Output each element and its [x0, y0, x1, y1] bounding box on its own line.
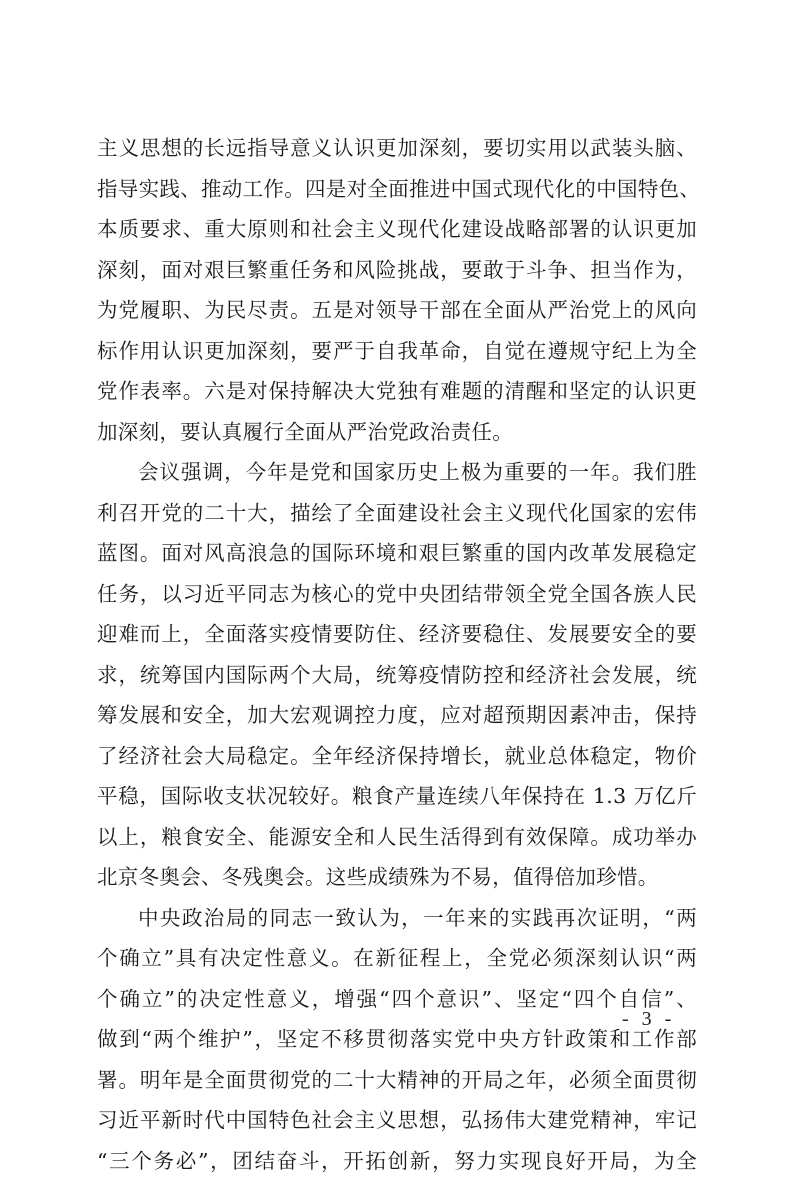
paragraph-end-line: 加深刻，要认真履行全面从严治党政治责任。: [97, 412, 697, 453]
text-line: 深刻，面对艰巨繁重任务和风险挑战，要敢于斗争、担当作为，: [97, 250, 697, 291]
text-line: 个确立”具有决定性意义。在新征程上，全党必须深刻认识“两: [97, 938, 697, 979]
text-line: 求，统筹国内国际两个大局，统筹疫情防控和经济社会发展，统: [97, 655, 697, 696]
text-line: 主义思想的长远指导意义认识更加深刻，要切实用以武装头脑、: [97, 128, 697, 169]
text-line: 为党履职、为民尽责。五是对领导干部在全面从严治党上的风向: [97, 290, 697, 331]
page-number: - 3 -: [622, 1008, 675, 1031]
text-line: 筹发展和安全，加大宏观调控力度，应对超预期因素冲击，保持: [97, 695, 697, 736]
text-line: 个确立”的决定性意义，增强“四个意识”、坚定“四个自信”、: [97, 979, 697, 1020]
paragraph-end-line: 北京冬奥会、冬残奥会。这些成绩殊为不易，值得倍加珍惜。: [97, 857, 697, 898]
text-line: 以上，粮食安全、能源安全和人民生活得到有效保障。成功举办: [97, 817, 697, 858]
text-line: 平稳，国际收支状况较好。粮食产量连续八年保持在 1.3 万亿斤: [97, 776, 697, 817]
body-text: [97, 128, 697, 1181]
text-line: 做到“两个维护”，坚定不移贯彻落实党中央方针政策和工作部: [97, 1019, 697, 1060]
text-line: 本质要求、重大原则和社会主义现代化建设战略部署的认识更加: [97, 209, 697, 250]
text-line: 习近平新时代中国特色社会主义思想，弘扬伟大建党精神，牢记: [97, 1100, 697, 1141]
text-line: 党作表率。六是对保持解决大党独有难题的清醒和坚定的认识更: [97, 371, 697, 412]
text-line: 利召开党的二十大，描绘了全面建设社会主义现代化国家的宏伟: [97, 493, 697, 534]
paragraph-first-line: 会议强调，今年是党和国家历史上极为重要的一年。我们胜: [97, 452, 697, 493]
text-line: 了经济社会大局稳定。全年经济保持增长，就业总体稳定，物价: [97, 736, 697, 777]
text-line: 署。明年是全面贯彻党的二十大精神的开局之年，必须全面贯彻: [97, 1060, 697, 1101]
paragraph-first-line: 中央政治局的同志一致认为，一年来的实践再次证明，“两: [97, 898, 697, 939]
text-line: 任务，以习近平同志为核心的党中央团结带领全党全国各族人民: [97, 574, 697, 615]
text-line: 蓝图。面对风高浪急的国际环境和艰巨繁重的国内改革发展稳定: [97, 533, 697, 574]
text-line: 指导实践、推动工作。四是对全面推进中国式现代化的中国特色、: [97, 169, 697, 210]
text-line: 标作用认识更加深刻，要严于自我革命，自觉在遵规守纪上为全: [97, 331, 697, 372]
text-line: “三个务必”，团结奋斗，开拓创新，努力实现良好开局，为全: [97, 1141, 697, 1181]
text-line: 迎难而上，全面落实疫情要防住、经济要稳住、发展要安全的要: [97, 614, 697, 655]
